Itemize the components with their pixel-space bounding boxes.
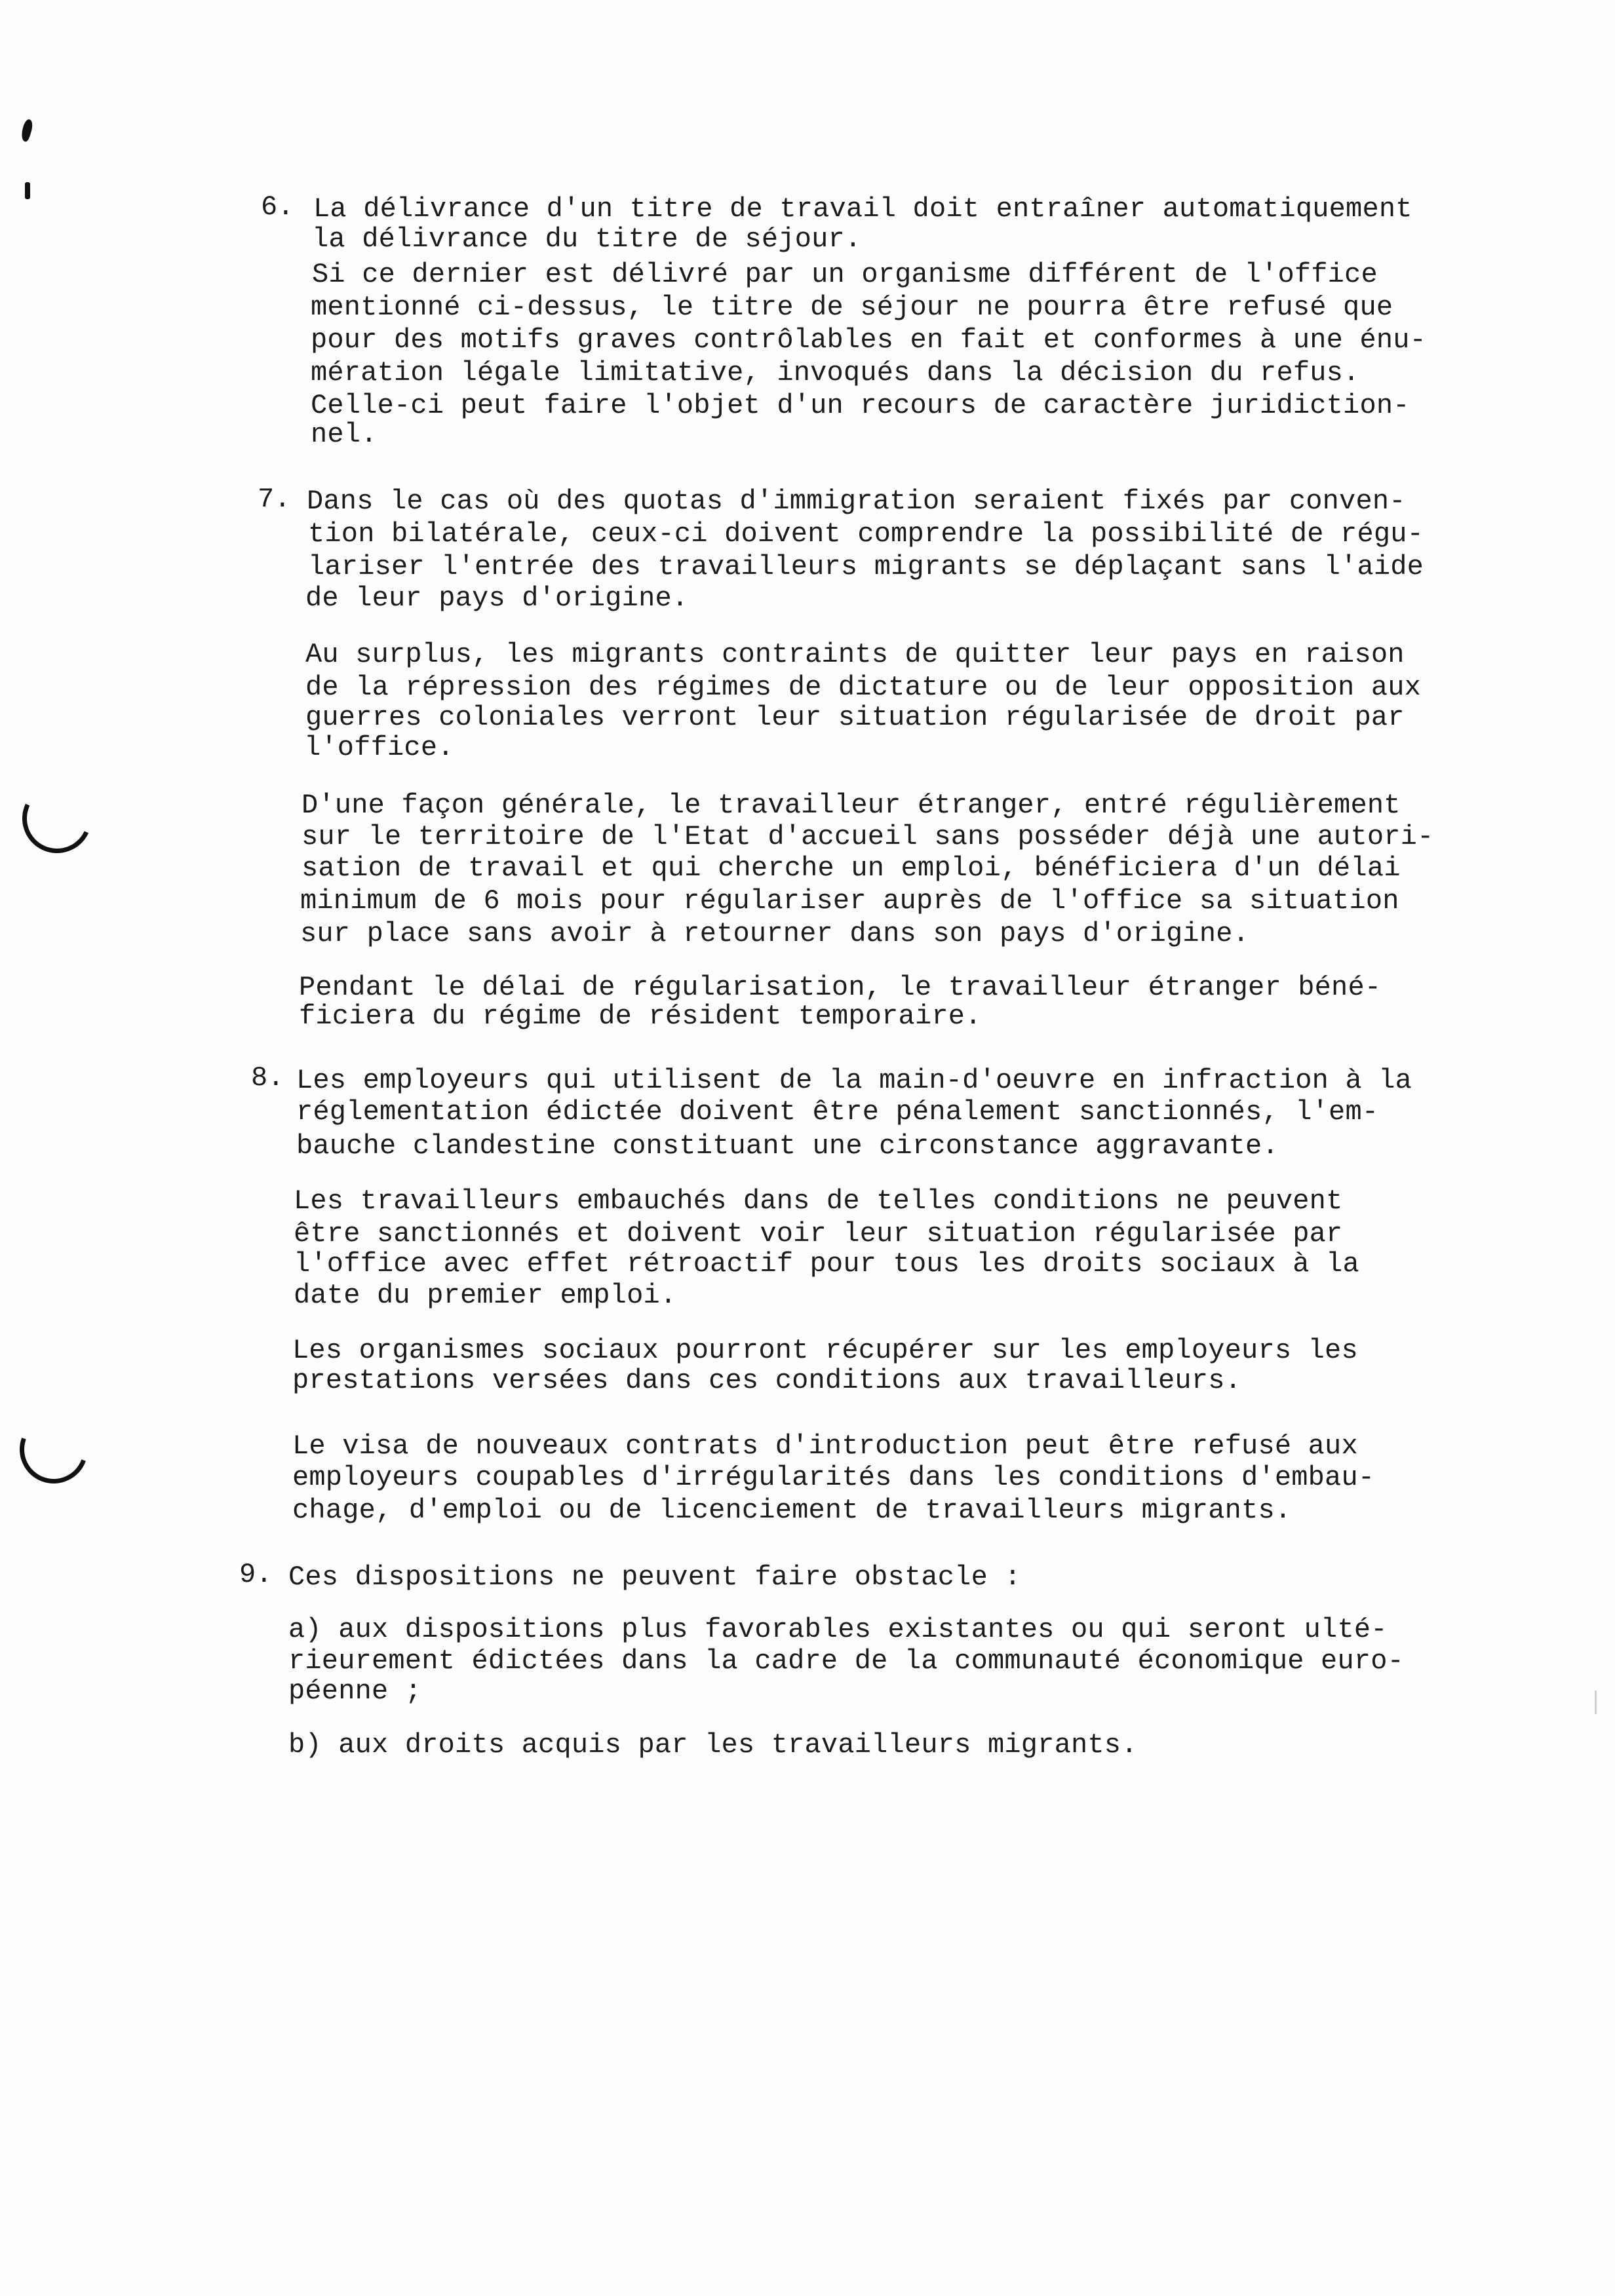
scan-speck — [1595, 1691, 1597, 1714]
text-line: Celle-ci peut faire l'objet d'un recours de caractère juridiction- — [311, 390, 1410, 421]
text-line: ficiera du régime de résident temporaire. — [299, 1001, 982, 1032]
text-line: Au surplus, les migrants contraints de quitter leur pays en raison — [305, 639, 1405, 670]
text-line: Les organismes sociaux pourront récupérer sur les employeurs les — [292, 1335, 1358, 1366]
text-line: l'office avec effet rétroactif pour tous les droits sociaux à la — [294, 1248, 1359, 1280]
item-number: 8. — [251, 1062, 284, 1094]
text-line: Pendant le délai de régularisation, le travailleur étranger béné- — [299, 972, 1382, 1003]
hole-punch-mark-upper — [12, 774, 102, 863]
text-line: péenne ; — [288, 1675, 422, 1707]
text-line: être sanctionnés et doivent voir leur situation régularisée par — [294, 1218, 1343, 1250]
text-line: D'une façon générale, le travailleur étranger, entré régulièrement — [302, 790, 1401, 821]
text-line: b) aux droits acquis par les travailleurs migrants. — [288, 1729, 1138, 1761]
text-line: lariser l'entrée des travailleurs migrants se déplaçant sans l'aide — [308, 551, 1424, 583]
text-line: Dans le cas où des quotas d'immigration seraient fixés par conven- — [307, 486, 1406, 517]
text-line: mération légale limitative, invoqués dans la décision du refus. — [311, 357, 1360, 389]
text-line: guerres coloniales verront leur situation régularisée de droit par — [305, 702, 1405, 733]
text-line: de leur pays d'origine. — [305, 583, 689, 614]
text-line: l'office. — [304, 732, 454, 763]
text-line: date du premier emploi. — [294, 1280, 677, 1311]
text-line: a) aux dispositions plus favorables existantes ou qui seront ulté- — [288, 1614, 1388, 1645]
text-line: pour des motifs graves contrôlables en fait et conformes à une énu- — [311, 324, 1427, 356]
text-line: Les employeurs qui utilisent de la main-d'oeuvre en infraction à la — [296, 1065, 1412, 1096]
text-line: rieurement édictées dans la cadre de la communauté économique euro- — [288, 1645, 1405, 1677]
item-number: 7. — [258, 484, 291, 515]
text-line: chage, d'emploi ou de licenciement de travailleurs migrants. — [292, 1495, 1292, 1526]
text-line: nel. — [311, 419, 378, 450]
text-line: bauche clandestine constituant une circonstance aggravante. — [296, 1130, 1279, 1162]
text-line: Si ce dernier est délivré par un organisme différent de l'office — [312, 259, 1378, 290]
text-line: sur place sans avoir à retourner dans son pays d'origine. — [300, 918, 1250, 949]
hole-punch-mark-lower — [9, 1404, 99, 1495]
text-line: Le visa de nouveaux contrats d'introduction peut être refusé aux — [292, 1430, 1358, 1462]
text-line: prestations versées dans ces conditions aux travailleurs. — [292, 1365, 1242, 1396]
margin-mark-small — [25, 182, 30, 199]
text-line: tion bilatérale, ceux-ci doivent comprendre la possibilité de régu- — [308, 518, 1424, 550]
item-number: 9. — [239, 1559, 273, 1590]
text-line: sur le territoire de l'Etat d'accueil sans posséder déjà une autori- — [302, 821, 1434, 852]
text-line: minimum de 6 mois pour régulariser auprès de l'office sa situation — [300, 885, 1399, 917]
text-line: réglementation édictée doivent être pénalement sanctionnés, l'em- — [296, 1096, 1379, 1128]
text-line: La délivrance d'un titre de travail doit entraîner automatiquement — [313, 193, 1412, 225]
margin-mark-top — [19, 119, 35, 143]
text-line: Ces dispositions ne peuvent faire obstacle : — [288, 1561, 1021, 1593]
text-line: la délivrance du titre de séjour. — [312, 223, 862, 255]
text-line: mentionné ci-dessus, le titre de séjour ne pourra être refusé que — [311, 292, 1393, 323]
text-line: de la répression des régimes de dictature ou de leur opposition aux — [305, 672, 1422, 703]
text-line: sation de travail et qui cherche un emploi, bénéficiera d'un délai — [302, 852, 1401, 884]
text-line: Les travailleurs embauchés dans de telles conditions ne peuvent — [294, 1185, 1343, 1217]
item-number: 6. — [261, 191, 294, 223]
text-line: employeurs coupables d'irrégularités dans les conditions d'embau- — [292, 1462, 1375, 1493]
